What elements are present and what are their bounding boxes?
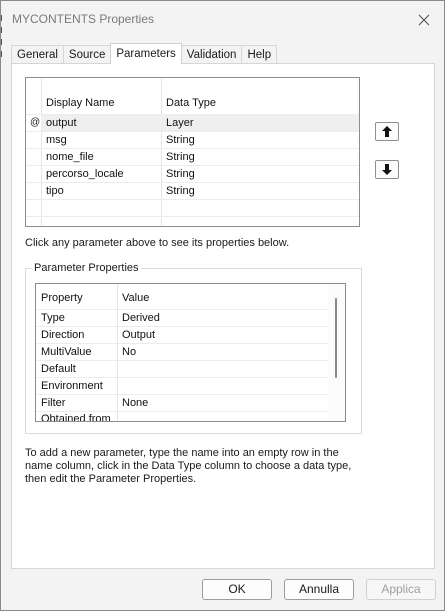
move-up-button[interactable] xyxy=(375,122,399,141)
cancel-button[interactable]: Annulla xyxy=(284,579,354,600)
param-type-cell[interactable]: Layer xyxy=(166,117,194,129)
property-value-cell[interactable]: No xyxy=(122,346,137,358)
title-bar xyxy=(1,1,444,37)
properties-scrollbar[interactable] xyxy=(328,284,345,421)
property-value-cell[interactable]: Derived xyxy=(122,312,160,324)
window-title: MYCONTENTS Properties xyxy=(12,12,155,26)
property-name-cell: Default xyxy=(41,363,76,375)
scrollbar-thumb[interactable] xyxy=(335,298,337,378)
apply-button[interactable]: Applica xyxy=(366,579,436,600)
close-icon xyxy=(410,7,438,33)
arrow-down-icon xyxy=(381,163,393,176)
ok-button[interactable]: OK xyxy=(202,579,272,600)
property-name-cell: Type xyxy=(41,312,65,324)
param-type-cell[interactable]: String xyxy=(166,168,195,180)
parameter-hint-text: Click any parameter above to see its properties below. xyxy=(25,237,290,249)
arrow-up-icon xyxy=(381,125,393,138)
window-edge-marks xyxy=(1,15,5,63)
column-header-data-type[interactable]: Data Type xyxy=(166,97,216,109)
param-name-cell[interactable]: msg xyxy=(46,134,67,146)
property-name-cell: Obtained from xyxy=(41,413,111,422)
tab-help[interactable]: Help xyxy=(241,45,277,64)
property-value-cell[interactable]: None xyxy=(122,397,149,409)
tab-parameters[interactable]: Parameters xyxy=(110,43,181,64)
tab-source[interactable]: Source xyxy=(63,45,111,64)
tab-general[interactable]: General xyxy=(11,45,64,64)
close-button[interactable] xyxy=(410,7,438,33)
move-down-button[interactable] xyxy=(375,160,399,179)
property-name-cell: MultiValue xyxy=(41,346,92,358)
instructions-line: then edit the Parameter Properties. xyxy=(25,473,197,485)
instructions-line: To add a new parameter, type the name into an empty row in the xyxy=(25,447,339,459)
current-row-marker: @ xyxy=(30,117,41,128)
param-type-cell[interactable]: String xyxy=(166,151,195,163)
property-name-cell: Filter xyxy=(41,397,66,409)
parameters-grid[interactable] xyxy=(25,77,360,227)
instructions-line: name column, click in the Data Type column to choose a data type, xyxy=(25,460,352,472)
column-header-display-name[interactable]: Display Name xyxy=(46,97,115,109)
property-value-cell[interactable]: Output xyxy=(122,329,156,341)
instructions-text xyxy=(25,447,365,486)
param-name-cell[interactable]: percorso_locale xyxy=(46,168,124,180)
selected-row-highlight xyxy=(41,115,359,131)
param-name-cell[interactable]: tipo xyxy=(46,185,64,197)
column-header-value: Value xyxy=(122,292,150,304)
property-name-cell: Direction xyxy=(41,329,85,341)
parameter-properties-title: Parameter Properties xyxy=(34,262,139,274)
param-type-cell[interactable]: String xyxy=(166,185,195,197)
tab-strip xyxy=(11,43,276,64)
parameter-properties-grid[interactable] xyxy=(35,283,346,422)
param-type-cell[interactable]: String xyxy=(166,134,195,146)
tab-validation[interactable]: Validation xyxy=(181,45,243,64)
parameters-panel xyxy=(11,63,435,569)
property-name-cell: Environment xyxy=(41,380,103,392)
param-name-cell[interactable]: nome_file xyxy=(46,151,94,163)
column-header-property: Property xyxy=(41,292,83,304)
param-name-cell[interactable]: output xyxy=(46,117,77,129)
